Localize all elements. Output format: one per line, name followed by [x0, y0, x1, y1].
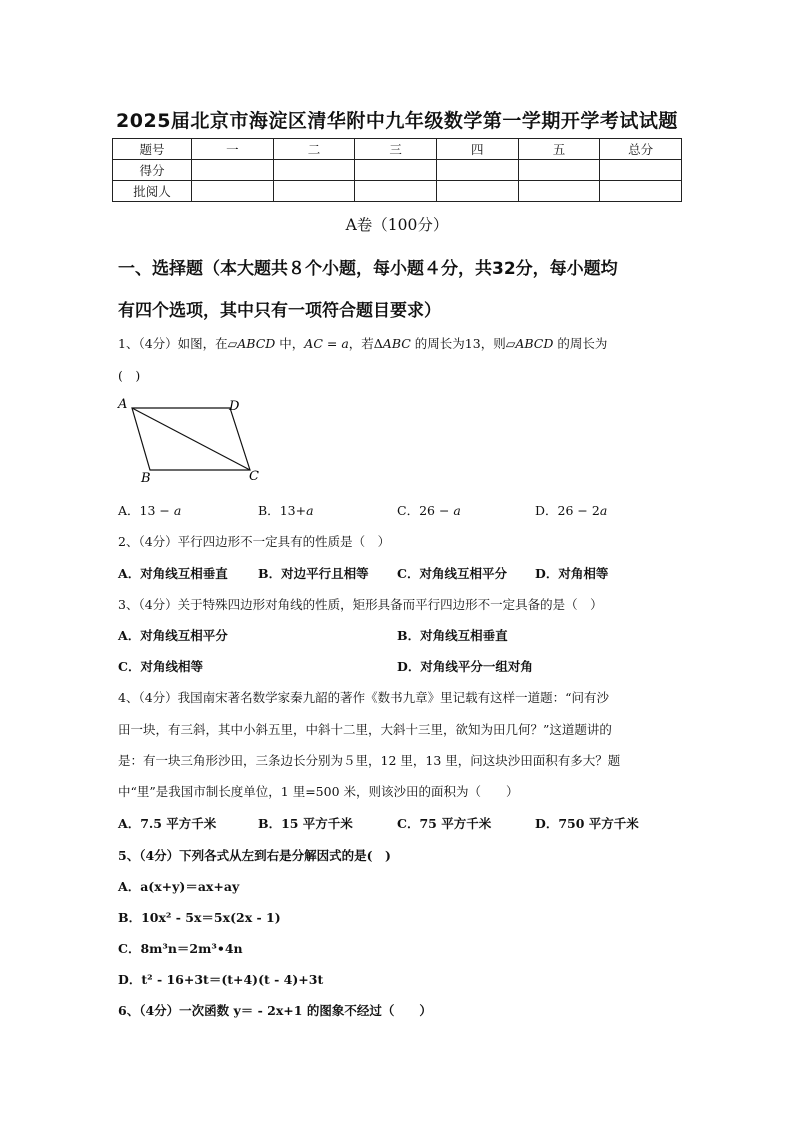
score-table [112, 138, 682, 202]
section-heading-line1: 一、选择题（本大题共８个小题，每小题４分，共32分，每小题均 [118, 259, 618, 279]
score-row-label: 批阅人 [113, 181, 192, 202]
score-header-cell: 五 [518, 139, 600, 160]
question-4-line: 4、（4分）我国南宋著名数学家秦九韶的著作《数书九章》里记载有这样一道题：“问有沙 [118, 690, 610, 705]
score-table-header-row [113, 139, 682, 160]
question-4-line: 中“里”是我国市制长度单位，1 里=500 米，则该沙田的面积为（ ） [118, 784, 519, 799]
q5-option-c[interactable]: C．8m³n＝2m³•4n [118, 941, 243, 956]
q3-option-c[interactable]: C．对角线相等 [118, 659, 203, 674]
score-table-score-row [113, 160, 682, 181]
question-6-stem: 6、（4分）一次函数 y＝ - 2x+1 的图象不经过（ ） [118, 1003, 432, 1018]
q5-option-b[interactable]: B．10x² - 5x＝5x(2x - 1) [118, 910, 281, 925]
score-cell[interactable] [518, 160, 600, 181]
score-header-cell: 一 [192, 139, 274, 160]
parallelogram-symbol-icon: ▱ [227, 336, 238, 351]
option-letter: C． [397, 503, 420, 518]
option-text: 26 − 2 [557, 503, 600, 518]
score-header-cell: 四 [436, 139, 518, 160]
score-header-cell: 总分 [600, 139, 682, 160]
q2-option-d[interactable]: D．对角相等 [535, 566, 609, 581]
question-5-stem: 5、（4分）下列各式从左到右是分解因式的是( ) [118, 848, 391, 863]
score-table-grader-row [113, 181, 682, 202]
option-letter: B． [258, 503, 280, 518]
q1-math: ABCD [515, 336, 554, 351]
diagonal-ac [132, 408, 250, 470]
q1-option-d[interactable] [535, 501, 607, 519]
section-heading-line2: 有四个选项，其中只有一项符合题目要求） [118, 301, 441, 321]
q5-option-d[interactable]: D．t² - 16+3t＝(t+4)(t - 4)+3t [118, 972, 324, 987]
q3-option-b[interactable]: B．对角线互相垂直 [397, 628, 508, 643]
score-row-label: 得分 [113, 160, 192, 181]
score-cell[interactable] [436, 160, 518, 181]
q1-option-a[interactable] [118, 501, 181, 519]
score-header-cell: 题号 [113, 139, 192, 160]
q2-option-c[interactable]: C．对角线互相平分 [397, 566, 507, 581]
q4-option-a[interactable]: A．7.5 平方千米 [118, 816, 217, 831]
question-1-blank: ( ) [118, 368, 141, 383]
q1-option-c[interactable] [397, 501, 461, 519]
vertex-label-b: B [141, 471, 151, 486]
q1-option-b[interactable] [258, 501, 314, 519]
score-header-cell: 三 [355, 139, 437, 160]
volume-heading: A卷（100分） [345, 216, 449, 234]
vertex-label-c: C [249, 469, 259, 484]
question-3-stem: 3、（4分）关于特殊四边形对角线的性质，矩形具备而平行四边形不一定具备的是（ ） [118, 597, 603, 612]
q4-option-d[interactable]: D．750 平方千米 [535, 816, 639, 831]
score-cell[interactable] [192, 160, 274, 181]
q1-text: 的周长为13，则 [410, 336, 506, 351]
option-var: a [453, 503, 461, 518]
exam-title: 2025届北京市海淀区清华附中九年级数学第一学期开学考试试题 [116, 110, 678, 132]
option-var: a [599, 503, 608, 518]
q4-option-b[interactable]: B．15 平方千米 [258, 816, 353, 831]
q2-option-a[interactable]: A．对角线互相垂直 [118, 566, 228, 581]
vertex-label-a: A [118, 397, 128, 412]
q1-math: a [341, 336, 349, 351]
grader-cell[interactable] [355, 181, 437, 202]
parallelogram-figure [112, 392, 272, 488]
score-cell[interactable] [600, 160, 682, 181]
option-letter: D． [535, 503, 558, 518]
score-cell[interactable] [273, 160, 355, 181]
q3-option-a[interactable]: A．对角线互相平分 [118, 628, 228, 643]
grader-cell[interactable] [600, 181, 682, 202]
q1-math: ABC [382, 336, 411, 351]
q3-option-d[interactable]: D．对角线平分一组对角 [397, 659, 533, 674]
grader-cell[interactable] [273, 181, 355, 202]
q1-math: ABCD [237, 336, 276, 351]
question-4-line: 田一块，有三斜，其中小斜五里，中斜十二里，大斜十三里，欲知为田几何？”这道题讲的 [118, 722, 612, 737]
question-1-stem [118, 334, 607, 352]
q4-option-c[interactable]: C．75 平方千米 [397, 816, 492, 831]
question-2-stem: 2、（4分）平行四边形不一定具有的性质是（ ） [118, 534, 391, 549]
option-var: a [173, 503, 182, 518]
q1-math: AC [304, 336, 323, 351]
grader-cell[interactable] [436, 181, 518, 202]
q2-option-b[interactable]: B．对边平行且相等 [258, 566, 369, 581]
q1-text: = [322, 336, 342, 351]
option-text: 26 − [419, 503, 454, 518]
grader-cell[interactable] [192, 181, 274, 202]
option-var: a [306, 503, 314, 518]
score-header-cell: 二 [273, 139, 355, 160]
score-cell[interactable] [355, 160, 437, 181]
option-text: 13 − [139, 503, 174, 518]
option-letter: A． [118, 503, 140, 518]
question-4-line: 是：有一块三角形沙田，三条边长分别为５里，12 里，13 里，问这块沙田面积有多大？题 [118, 753, 621, 768]
option-text: 13+ [279, 503, 307, 518]
q1-text: 中， [275, 336, 305, 351]
grader-cell[interactable] [518, 181, 600, 202]
q5-option-a[interactable]: A．a(x+y)＝ax+ay [118, 879, 240, 894]
parallelogram-symbol-icon: ▱ [505, 336, 516, 351]
q1-text: 1、（4分）如图，在 [118, 336, 228, 351]
q1-text: ，若Δ [348, 336, 383, 351]
q1-text: 的周长为 [553, 336, 608, 351]
vertex-label-d: D [229, 399, 240, 414]
